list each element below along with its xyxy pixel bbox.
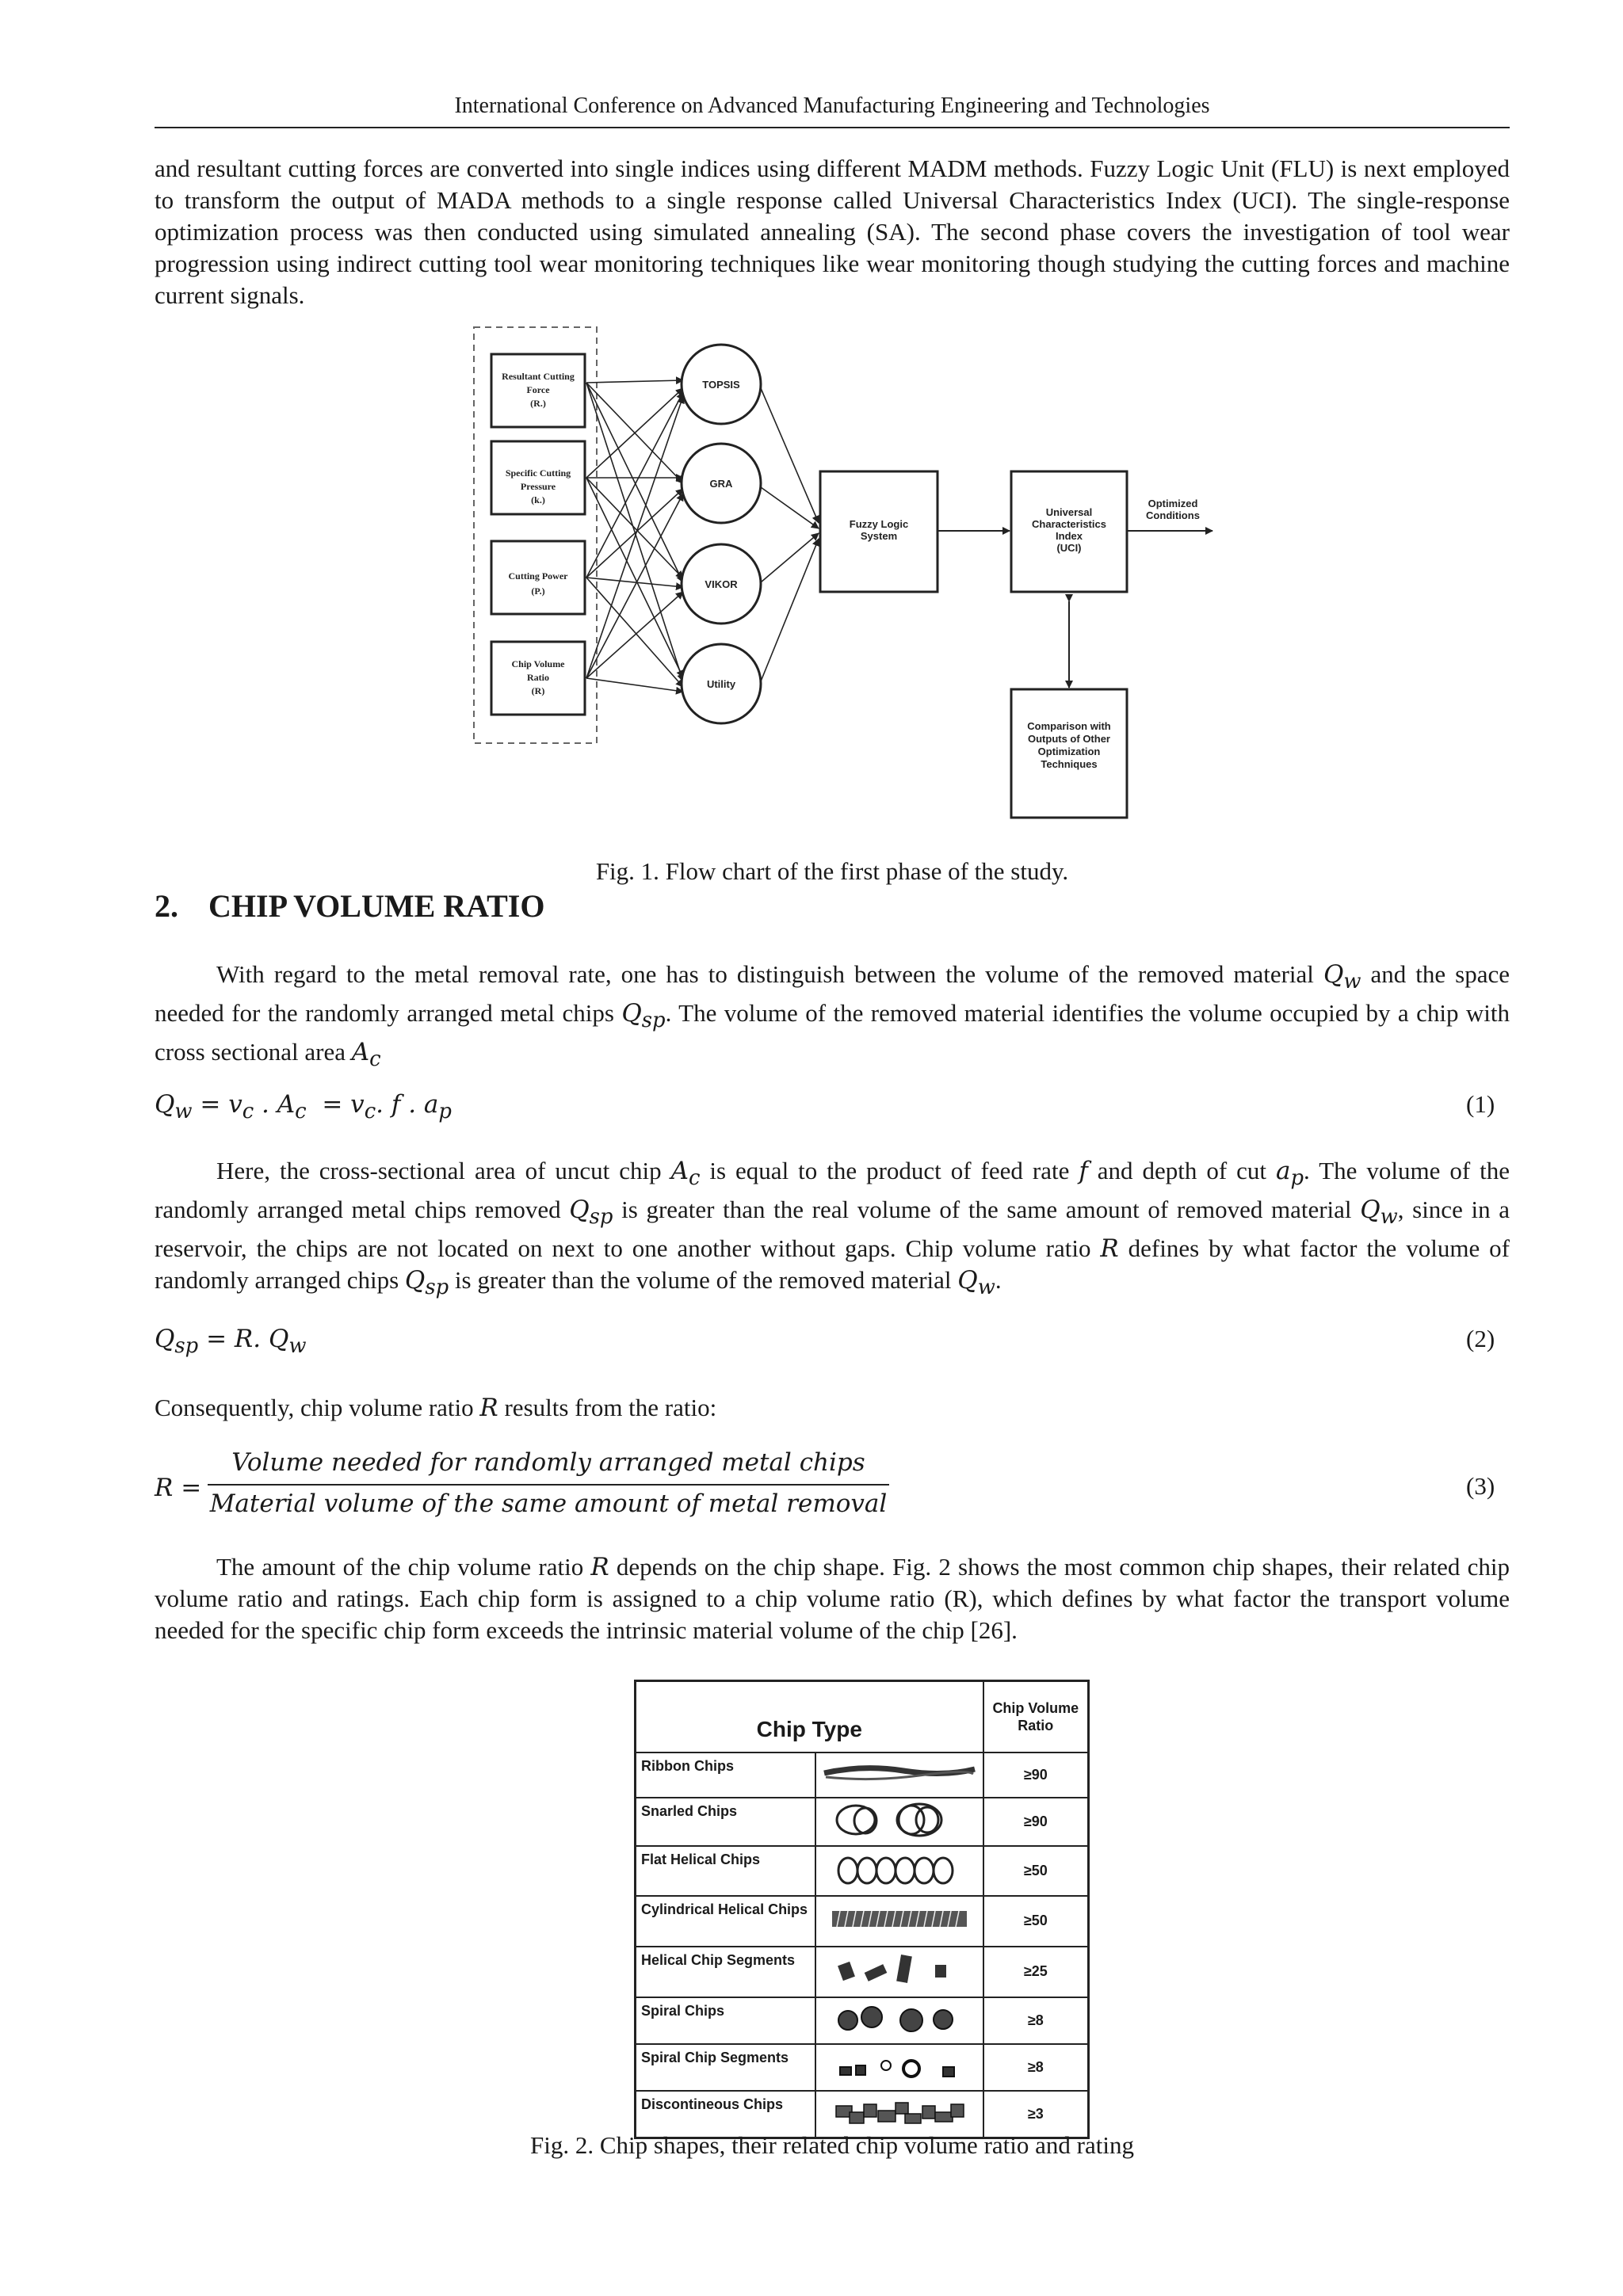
- optimized-label-1: Optimized: [1148, 498, 1198, 509]
- svg-text:System: System: [860, 530, 898, 542]
- snarled-chip-image: [815, 1798, 983, 1846]
- equation-3-number: (3): [1466, 1472, 1495, 1500]
- optimized-label-2: Conditions: [1146, 509, 1200, 521]
- svg-text:(k.): (k.): [531, 494, 545, 505]
- method-utility: [682, 644, 761, 723]
- svg-text:Fuzzy Logic: Fuzzy Logic: [849, 518, 909, 530]
- svg-text:Characteristics: Characteristics: [1032, 518, 1106, 530]
- input-method-connections: [586, 380, 683, 692]
- equation-2-number: (2): [1466, 1325, 1495, 1352]
- table-row: Helical Chip Segments ≥25: [636, 1947, 1089, 1997]
- svg-text:Techniques: Techniques: [1041, 758, 1098, 770]
- comparison-box: [1011, 689, 1127, 818]
- svg-text:Universal: Universal: [1045, 506, 1093, 518]
- running-head: International Conference on Advanced Manufacturing Engineering and Technologies: [454, 93, 1210, 118]
- column-header-chip-type: Chip Type: [636, 1681, 983, 1753]
- svg-text:Outputs of Other: Outputs of Other: [1028, 733, 1110, 745]
- flat-helical-chip-image: [815, 1846, 983, 1896]
- svg-text:(UCI): (UCI): [1056, 542, 1082, 554]
- svg-text:Pressure: Pressure: [520, 481, 556, 492]
- method-topsis: [682, 345, 761, 424]
- section-number: 2.: [155, 888, 178, 924]
- paragraph-4: The amount of the chip volume ratio R depends on the chip shape. Fig. 2 shows the most common chip shapes, their related chip volume ratio and ratings. Each chip form is assigned to a chip volume ratio (R), which defines by what factor the transport volume needed for the specific chip form exceeds the intrinsic material volume of the chip [26].: [155, 1553, 1510, 1644]
- equation-3-denominator: Material volume of the same amount of metal removal: [209, 1489, 888, 1518]
- svg-text:(R.): (R.): [530, 398, 546, 409]
- equation-1: $Q_w = v_c$ . $A_c = v_c$. f . $a_p$: [155, 1090, 452, 1124]
- input-box-resultant-force: [491, 354, 585, 427]
- svg-text:Resultant Cutting: Resultant Cutting: [502, 371, 575, 382]
- svg-text:Index: Index: [1056, 530, 1083, 542]
- table-row: Spiral Chips ≥8: [636, 1997, 1089, 2044]
- section-title: CHIP VOLUME RATIO: [208, 888, 545, 924]
- svg-text:VIKOR: VIKOR: [705, 578, 738, 590]
- svg-text:(P.): (P.): [531, 585, 545, 597]
- equation-2: $Q_{sp} = R$. $Q_w$: [155, 1325, 307, 1359]
- paragraph-3: Consequently, chip volume ratio R results from the ratio:: [155, 1394, 717, 1422]
- section-heading: [155, 887, 544, 925]
- method-fuzzy-connections: [761, 388, 819, 681]
- paragraph-1: With regard to the metal removal rate, one has to distinguish between the volume of the removed material $Q_w$ and the space needed for the randomly arranged metal chips $Q_{sp}$. The volume of the removed material identifies the volume occupied by a chip with cross sectional area $A_c$: [155, 960, 1510, 1072]
- input-box-cutting-power: [491, 541, 585, 614]
- figure-2-chip-table: [634, 1680, 1090, 2139]
- input-box-specific-pressure: [491, 441, 585, 514]
- intro-paragraph: and resultant cutting forces are converted into single indices using different MADM methods. Fuzzy Logic Unit (FLU) is next employed to transform the output of MADA methods to a single response called Universal Characteristics Index (UCI). The single-response optimization process was then conducted using simulated annealing (SA). The second phase covers the investigation of tool wear progression using indirect cutting tool wear monitoring techniques like wear monitoring though studying the cutting forces and machine current signals.: [155, 154, 1510, 309]
- method-vikor: [682, 544, 761, 624]
- equation-1-number: (1): [1466, 1090, 1495, 1118]
- svg-text:Comparison with: Comparison with: [1027, 720, 1111, 732]
- equation-3-lhs: R =: [155, 1474, 202, 1502]
- svg-text:Ratio: Ratio: [527, 672, 549, 683]
- spiral-segment-chip-image: [815, 2044, 983, 2091]
- table-row: Snarled Chips ≥90: [636, 1798, 1089, 1846]
- input-box-chip-volume-ratio: [491, 642, 585, 715]
- equation-3-numerator: Volume needed for randomly arranged metal chips: [231, 1448, 865, 1477]
- uci-box: [1011, 471, 1127, 592]
- spiral-chip-image: [815, 1997, 983, 2044]
- figure-1-flowchart: [468, 321, 1228, 828]
- svg-text:Optimization: Optimization: [1037, 746, 1101, 757]
- table-row: Cylindrical Helical Chips ≥50: [636, 1896, 1089, 1947]
- table-row: Spiral Chip Segments ≥8: [636, 2044, 1089, 2091]
- column-header-chip-volume-ratio: Chip Volume Ratio: [983, 1681, 1089, 1753]
- table-row: Discontineous Chips ≥3: [636, 2091, 1089, 2138]
- figure-2-caption: Fig. 2. Chip shapes, their related chip volume ratio and rating: [530, 2131, 1134, 2159]
- helical-segment-chip-image: [815, 1947, 983, 1997]
- equation-3-fraction-bar: [208, 1484, 889, 1486]
- svg-text:TOPSIS: TOPSIS: [702, 379, 740, 391]
- svg-text:GRA: GRA: [709, 478, 733, 490]
- ribbon-chip-image: [815, 1753, 983, 1798]
- paragraph-2: Here, the cross-sectional area of uncut chip $A_c$ is equal to the product of feed rate f and depth of cut $a_p$. The volume of the randomly arranged metal chips removed $Q_{sp}$ is greater than the real volume of the same amount of removed material $Q_w$, since in a reservoir, the chips are not located on next to one another without gaps. Chip volume ratio R defines by what factor the volume of randomly arranged chips $Q_{sp}$ is greater than the volume of the removed material $Q_w$.: [155, 1157, 1510, 1300]
- table-row: Flat Helical Chips ≥50: [636, 1846, 1089, 1896]
- table-row: Ribbon Chips ≥90: [636, 1753, 1089, 1798]
- svg-text:(R): (R): [531, 685, 545, 696]
- header-rule: [155, 127, 1510, 128]
- svg-text:Utility: Utility: [706, 678, 736, 690]
- svg-text:Chip Volume: Chip Volume: [511, 658, 565, 669]
- figure-1-caption: Fig. 1. Flow chart of the first phase of the study.: [595, 857, 1069, 885]
- svg-text:Force: Force: [526, 384, 550, 395]
- method-gra: [682, 444, 761, 523]
- svg-text:Cutting Power: Cutting Power: [508, 570, 568, 582]
- cylindrical-helical-chip-image: [815, 1896, 983, 1947]
- fuzzy-logic-system-box: [820, 471, 938, 592]
- svg-text:Specific Cutting: Specific Cutting: [505, 467, 571, 479]
